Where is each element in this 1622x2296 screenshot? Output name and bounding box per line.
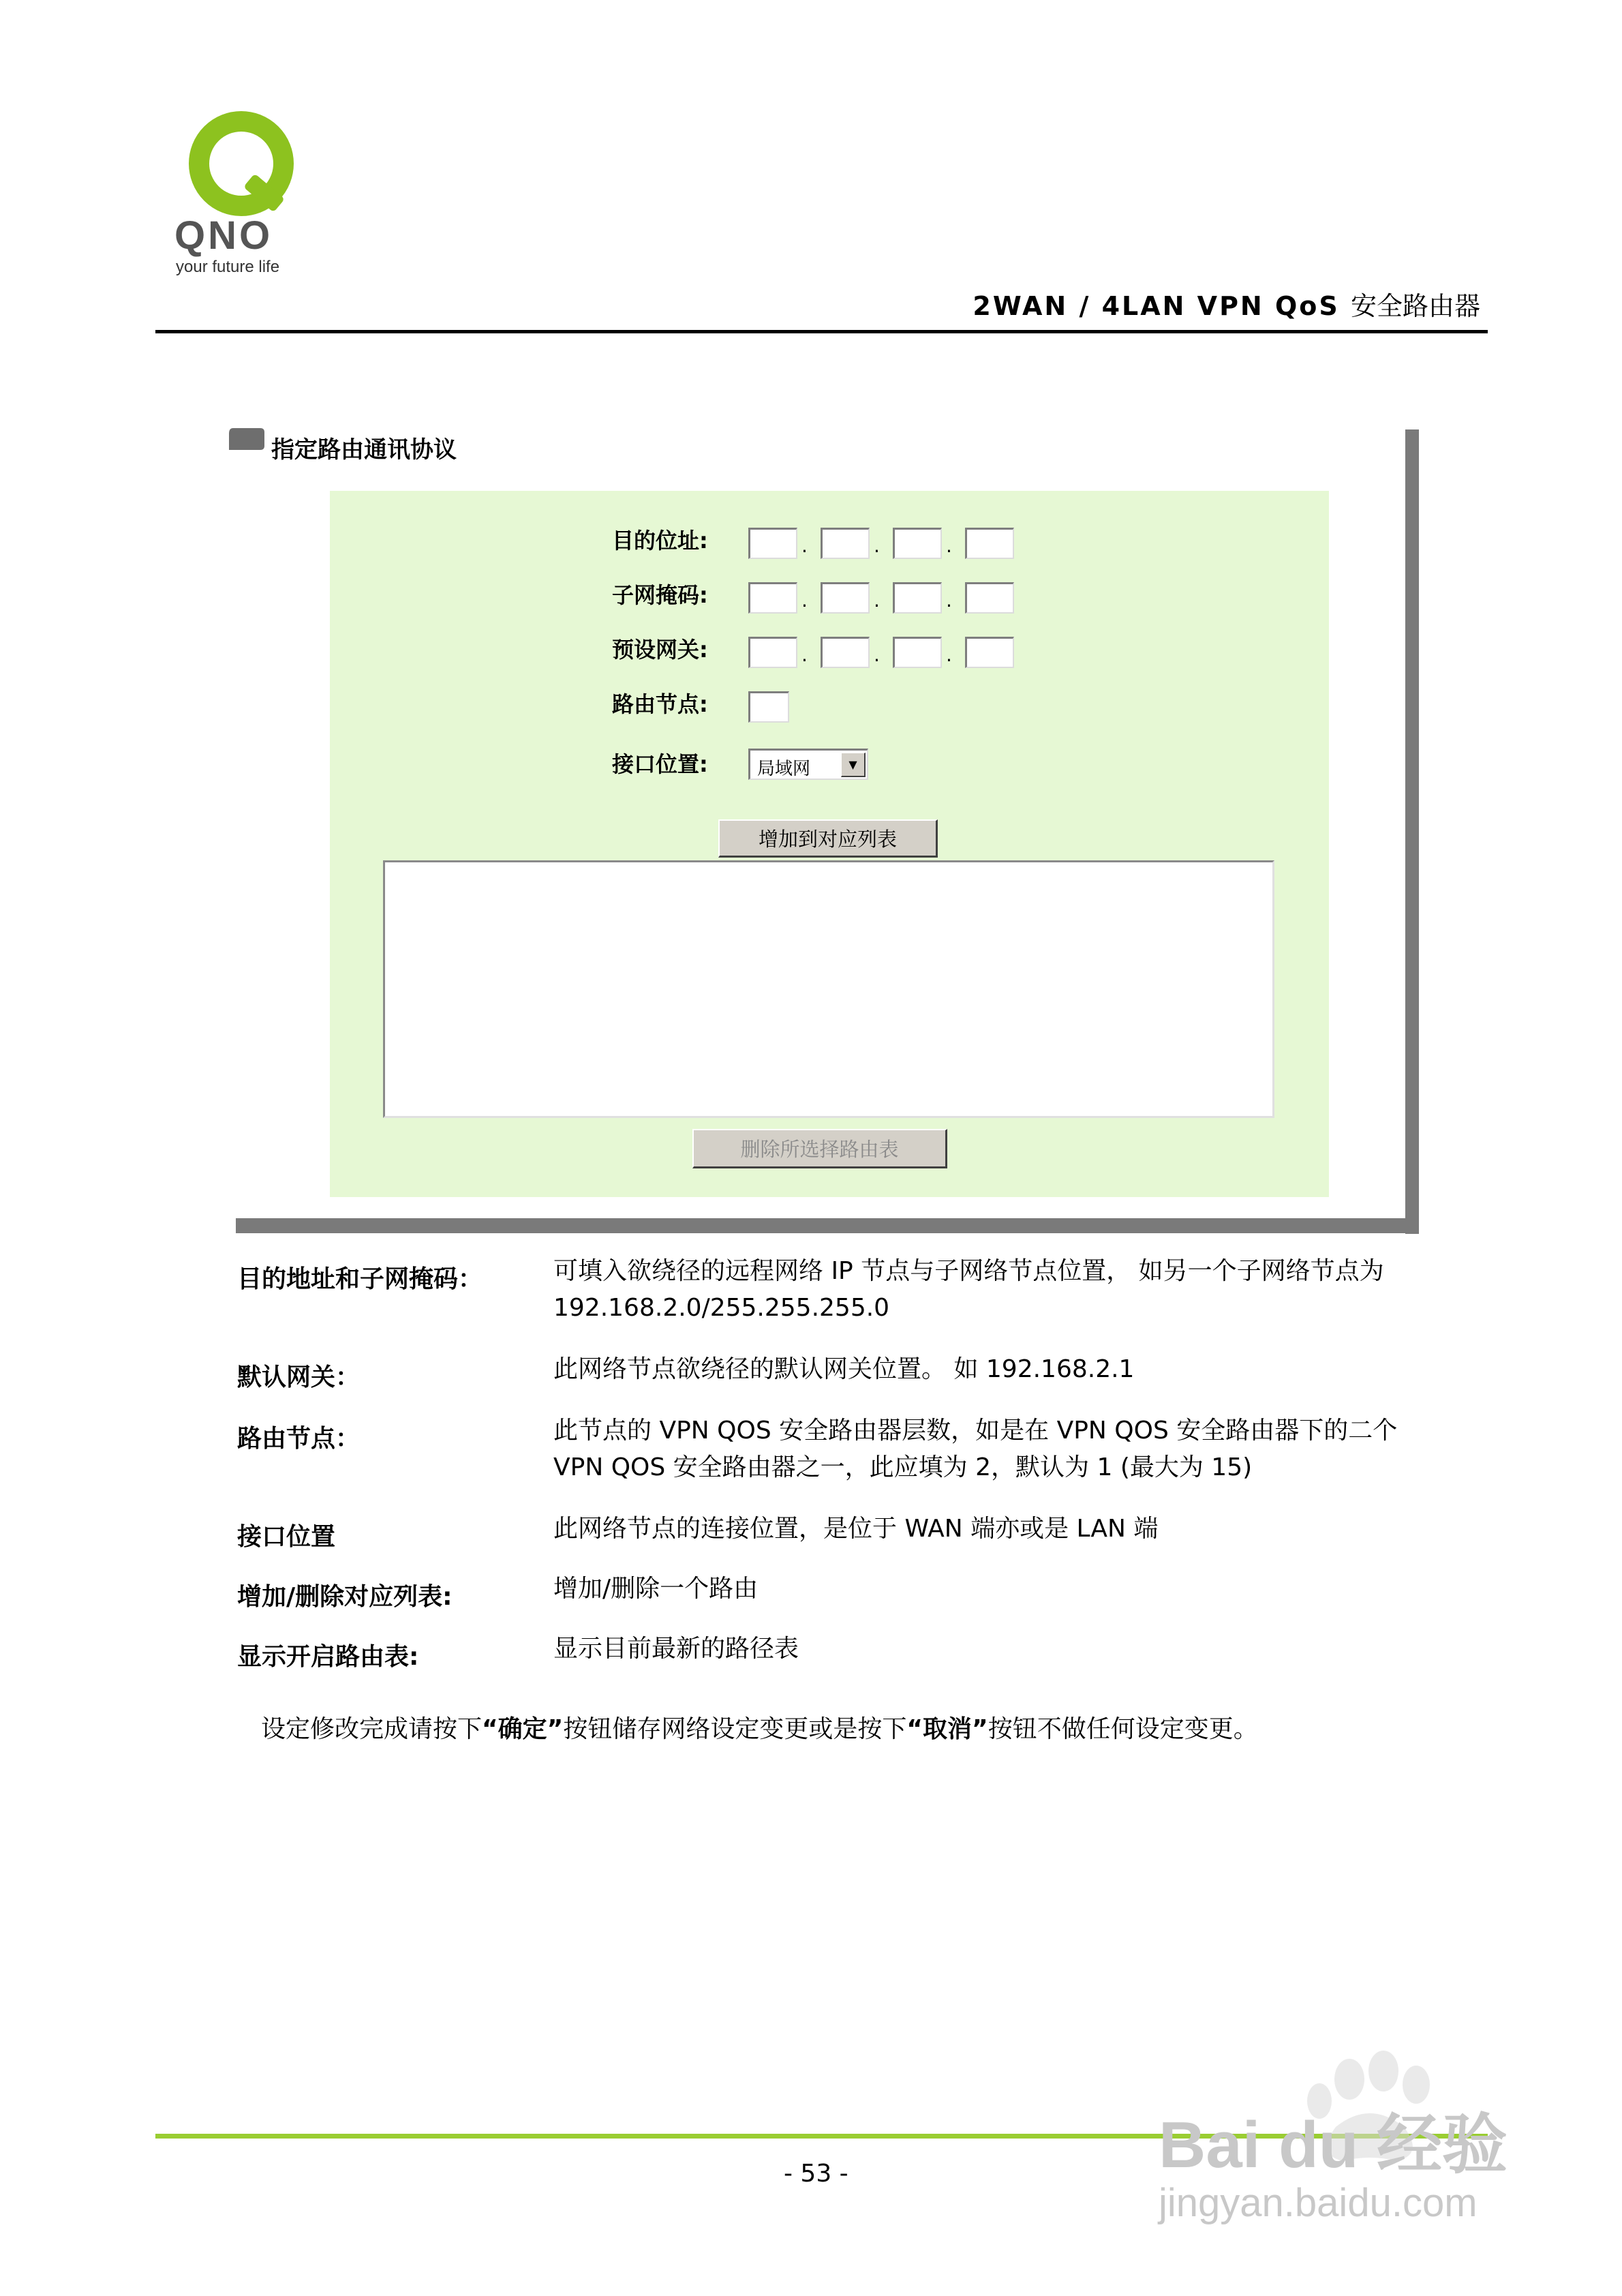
page-number: - 53 - (784, 2160, 848, 2188)
section-bullet-icon (226, 425, 266, 453)
mask-octet-1[interactable] (748, 582, 797, 614)
document-header-title (973, 285, 1480, 322)
ip-dot: . (801, 589, 808, 611)
def-term-gateway: 默认网关： (237, 1363, 361, 1391)
dest-ip-octet-4[interactable] (965, 528, 1014, 559)
mask-octet-4[interactable] (965, 582, 1014, 614)
interface-label: 接口位置: (612, 751, 708, 777)
mask-octet-3[interactable] (893, 582, 942, 614)
qno-logo (170, 109, 320, 280)
gateway-octet-4[interactable] (965, 637, 1014, 668)
delete-selected-route-button[interactable]: 删除所选择路由表 (692, 1129, 947, 1168)
ip-dot: . (946, 534, 952, 557)
header-rule (155, 330, 1488, 333)
hop-count-input[interactable] (748, 691, 789, 723)
gateway-octet-2[interactable] (821, 637, 870, 668)
header-title-zh: 安全路由器 (1350, 291, 1480, 321)
interface-select-value: 局域网 (757, 759, 811, 779)
instruction-note (261, 1710, 1258, 1744)
ip-dot: . (801, 644, 808, 666)
gateway-octet-3[interactable] (893, 637, 942, 668)
watermark-brand: Bai du 经验 (1159, 2109, 1508, 2181)
def-term-show-table: 显示开启路由表: (237, 1643, 419, 1671)
dest-ip-octet-2[interactable] (821, 528, 870, 559)
ip-dot: . (946, 644, 952, 666)
header-title-en: 2WAN / 4LAN VPN QoS (973, 291, 1340, 321)
def-desc-show-table: 显示目前最新的路径表 (553, 1635, 799, 1663)
section-title: 指定路由通讯协议 (271, 436, 457, 464)
gateway-octet-1[interactable] (748, 637, 797, 668)
interface-select[interactable] (748, 749, 868, 780)
add-to-list-button[interactable]: 增加到对应列表 (718, 819, 938, 858)
def-term-interface: 接口位置 (237, 1523, 336, 1551)
dropdown-arrow-icon[interactable]: ▼ (841, 753, 866, 777)
screenshot-shadow-bottom (236, 1218, 1419, 1233)
screenshot-shadow-right (1405, 429, 1419, 1234)
def-desc-interface: 此网络节点的连接位置，是位于 WAN 端亦或是 LAN 端 (553, 1515, 1159, 1543)
note-ok-keyword: “确定” (482, 1715, 564, 1743)
def-term-hop: 路由节点： (237, 1425, 361, 1453)
svg-text:QNO: QNO (174, 213, 273, 258)
ip-dot: . (946, 589, 952, 611)
note-part-3: 按钮不做任何设定变更。 (988, 1715, 1258, 1743)
ip-dot: . (874, 589, 880, 611)
default-gateway-label: 预设网关: (612, 637, 708, 663)
ip-dot: . (801, 534, 808, 557)
logo-tagline: your future life (176, 258, 280, 276)
def-desc-dest-mask: 可填入欲绕径的远程网络 IP 节点与子网络节点位置， 如另一个子网络节点为 192.168.2.0/255.255.255.0 (553, 1257, 1384, 1322)
note-part-2: 按钮储存网络设定变更或是按下 (563, 1715, 907, 1743)
route-table-listbox[interactable] (383, 860, 1274, 1118)
ip-dot: . (874, 644, 880, 666)
note-part-1: 设定修改完成请按下 (261, 1715, 483, 1743)
def-term-dest-mask: 目的地址和子网掩码： (237, 1265, 483, 1293)
def-desc-add-delete: 增加/删除一个路由 (553, 1575, 759, 1603)
subnet-mask-label: 子网掩码: (612, 582, 708, 608)
def-term-add-delete: 增加/删除对应列表: (237, 1583, 453, 1611)
hop-count-label: 路由节点: (612, 691, 708, 717)
dest-ip-octet-1[interactable] (748, 528, 797, 559)
mask-octet-2[interactable] (821, 582, 870, 614)
dest-ip-octet-3[interactable] (893, 528, 942, 559)
watermark-url: jingyan.baidu.com (1159, 2181, 1478, 2225)
def-desc-hop: 此节点的 VPN QOS 安全路由器层数，如是在 VPN QOS 安全路由器下的二个 VPN QOS 安全路由器之一，此应填为 2，默认为 1 (最大为 15) (553, 1417, 1398, 1481)
note-cancel-keyword: “取消” (906, 1715, 988, 1743)
dest-address-label: 目的位址: (612, 528, 708, 554)
def-desc-gateway: 此网络节点欲绕径的默认网关位置。 如 192.168.2.1 (553, 1355, 1135, 1383)
ip-dot: . (874, 534, 880, 557)
